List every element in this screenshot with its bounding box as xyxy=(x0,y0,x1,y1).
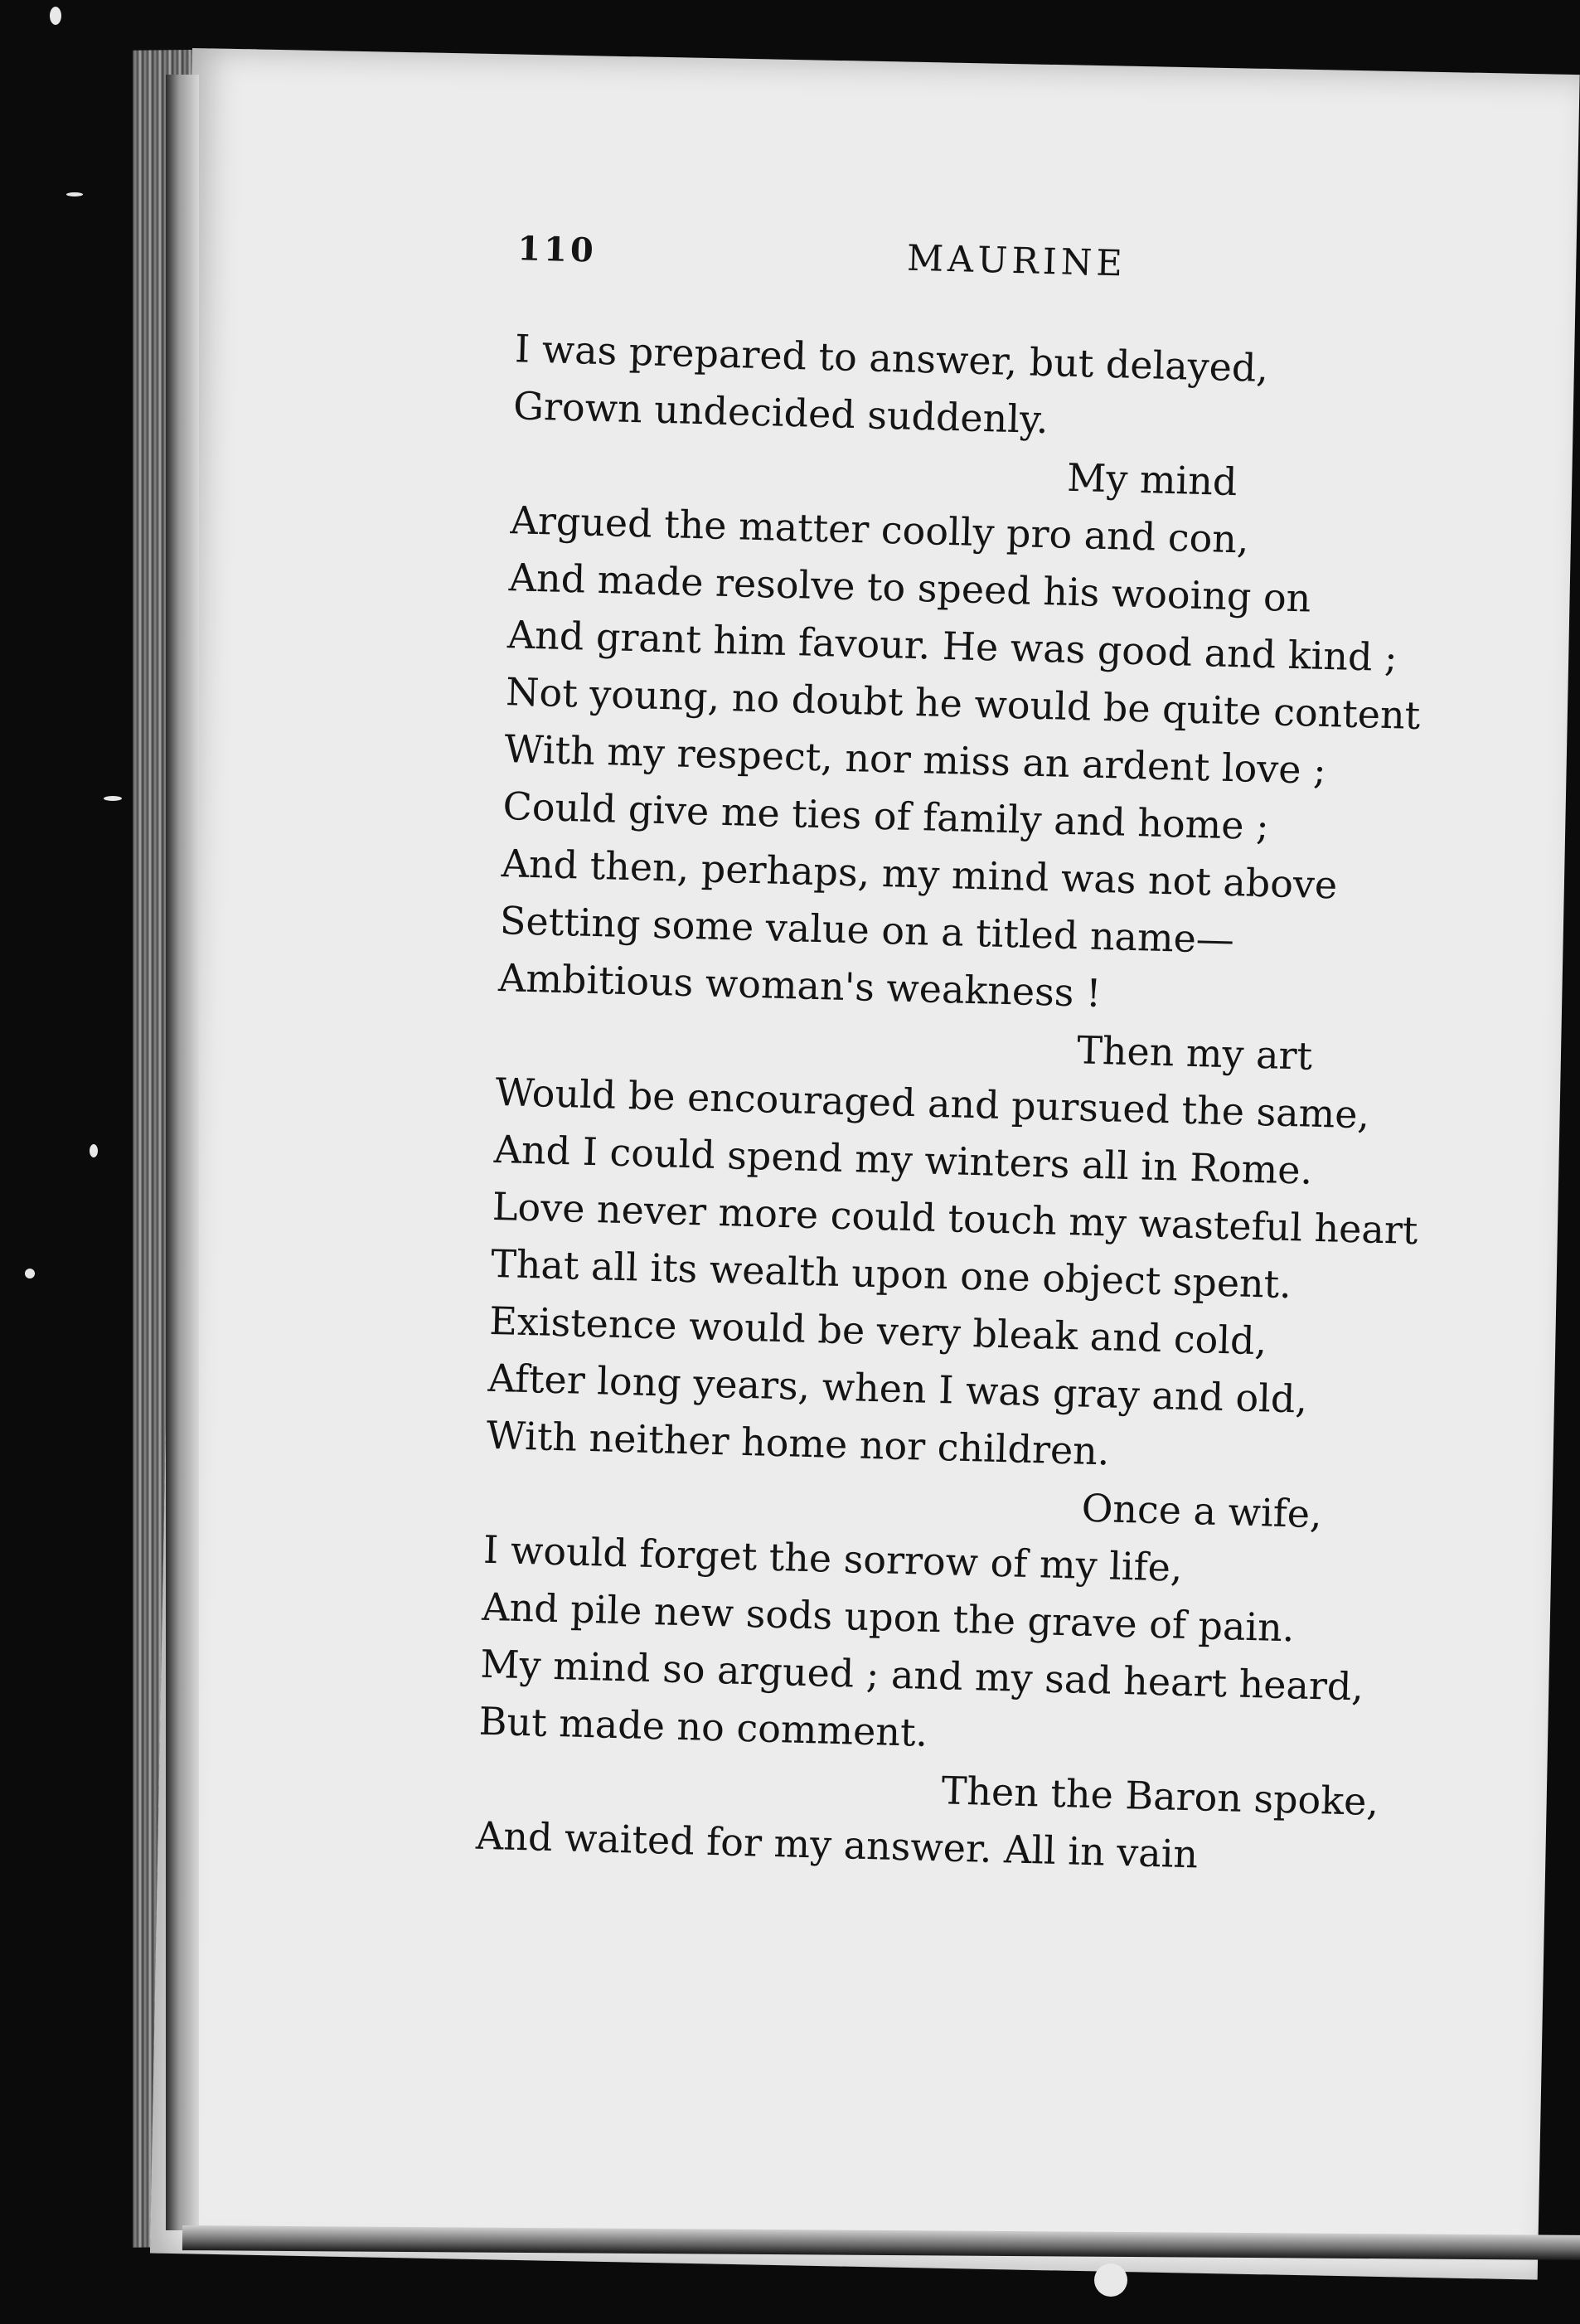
book-gutter xyxy=(166,75,199,2230)
poem-line: Grown undecided suddenly. xyxy=(512,383,1049,443)
scan-speck xyxy=(25,1269,35,1278)
poem-line: And I could spend my winters all in Rome. xyxy=(493,1126,1313,1193)
scan-speck xyxy=(50,7,61,25)
running-title: MAURINE xyxy=(906,237,1127,285)
poem-line: Would be encouraged and pursued the same, xyxy=(494,1069,1370,1138)
poem-line: Then my art xyxy=(1076,1027,1313,1079)
poem-body xyxy=(276,315,1518,1890)
poem-line: Then the Baron spoke, xyxy=(941,1768,1379,1825)
poem-line: I was prepared to answer, but delayed, xyxy=(514,326,1269,391)
scan-speck xyxy=(104,796,122,801)
poem-line: Ambitious woman's weakness ! xyxy=(497,954,1103,1016)
poem-line: Argued the matter coolly pro and con, xyxy=(510,497,1250,562)
poem-line: My mind so argued ; and my sad heart heard, xyxy=(479,1641,1364,1710)
poem-line: And then, perhaps, my mind was not above xyxy=(501,841,1338,908)
poem-line: And grant him favour. He was good and kind ; xyxy=(506,612,1398,681)
poem-line: And waited for my answer. All in vain xyxy=(475,1812,1199,1877)
poem-line: With neither home nor children. xyxy=(486,1412,1111,1474)
scan-speck xyxy=(66,192,83,196)
poem-line: Could give me ties of family and home ; xyxy=(502,784,1270,849)
poem-line: With my respect, nor miss an ardent love ; xyxy=(503,726,1327,793)
poem-line: Once a wife, xyxy=(1081,1485,1323,1537)
poem-line: But made no comment. xyxy=(478,1698,928,1755)
page-text xyxy=(276,224,1520,1890)
poem-line: Love never more could touch my wasteful heart xyxy=(492,1183,1419,1254)
poem-line: My mind xyxy=(1066,454,1238,505)
scan-speck xyxy=(90,1144,98,1157)
poem-line: After long years, when I was gray and old, xyxy=(487,1355,1308,1422)
poem-line: I would forget the sorrow of my life, xyxy=(482,1526,1184,1590)
scan-speck xyxy=(1094,2263,1127,2297)
poem-line: Setting some value on a titled name— xyxy=(499,898,1235,963)
poem-line: And made resolve to speed his wooing on xyxy=(508,555,1312,621)
poem-line: Not young, no doubt he would be quite content xyxy=(505,669,1421,738)
poem-line: Existence would be very bleak and cold, xyxy=(488,1298,1267,1364)
poem-line: And pile new sods upon the grave of pain. xyxy=(481,1584,1296,1651)
page-number: 110 xyxy=(516,229,598,270)
poem-line: That all its wealth upon one object spent. xyxy=(490,1240,1292,1308)
